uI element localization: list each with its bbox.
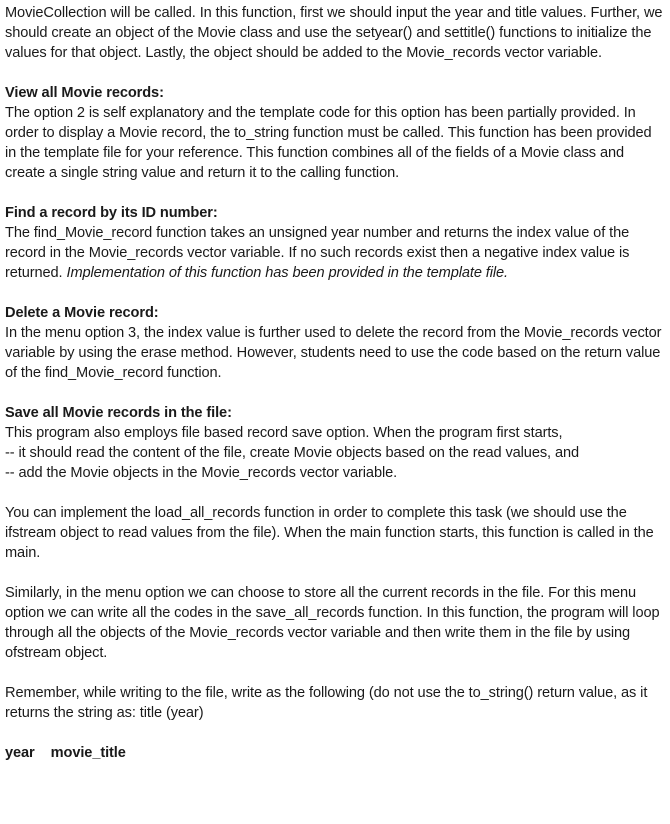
save-records-line-1: This program also employs file based record save option. When the program first starts, [5,425,563,441]
spacer [5,563,666,583]
find-record-note: Implementation of this function has been provided in the template file. [66,265,509,281]
spacer [5,663,666,683]
save-records-heading: Save all Movie records in the file: [5,405,232,421]
intro-paragraph: MovieCollection will be called. In this function, first we should input the year and title values. Further, we should create an object of the Movie class and use the setyear() and settitle() functions to initialize the values for that object. Lastly, the object should be added to the Movie_records vector variable. [5,5,663,61]
store-records-paragraph: Similarly, in the menu option we can choose to store all the current records in the file. For this menu option we can write all the codes in the save_all_records function. In this function, the program will loop through all the objects of the Movie_records vector variable and then write them in the file by using ofstream object. [5,585,660,661]
delete-record-paragraph: In the menu option 3, the index value is further used to delete the record from the Movie_records vector variable by using the erase method. However, students need to use the code based on the return value of the find_Movie_record function. [5,325,662,381]
find-record-heading: Find a record by its ID number: [5,205,218,221]
format-year-label: year [5,745,35,761]
view-records-paragraph: The option 2 is self explanatory and the template code for this option has been partially provided. In order to display a Movie record, the to_string function must be called. This function has been provided in the template file for your reference. This function combines all of the fields of a Movie class and create a single string value and return it to the calling function. [5,105,652,181]
spacer [5,63,666,83]
save-records-line-2: -- it should read the content of the file, create Movie objects based on the read values, and [5,445,579,461]
find-record-paragraph [5,223,666,283]
spacer [5,383,666,403]
save-records-line-3: -- add the Movie objects in the Movie_records vector variable. [5,465,398,481]
spacer [5,183,666,203]
spacer [5,723,666,743]
find-record-text: The find_Movie_record function takes an unsigned year number and returns the index value of the record in the Movie_records vector variable. If no such records exist then a negative index value is returned. [5,225,630,281]
load-records-paragraph: You can implement the load_all_records function in order to complete this task (we should use the ifstream object to read values from the file). When the main function starts, this function is called in the main. [5,505,654,561]
spacer [5,483,666,503]
delete-record-heading: Delete a Movie record: [5,305,159,321]
file-format-row [5,743,666,763]
remember-paragraph: Remember, while writing to the file, write as the following (do not use the to_string() return value, as it returns the string as: title (year) [5,685,648,721]
spacer [5,283,666,303]
format-title-label: movie_title [50,745,126,761]
view-records-heading: View all Movie records: [5,85,164,101]
